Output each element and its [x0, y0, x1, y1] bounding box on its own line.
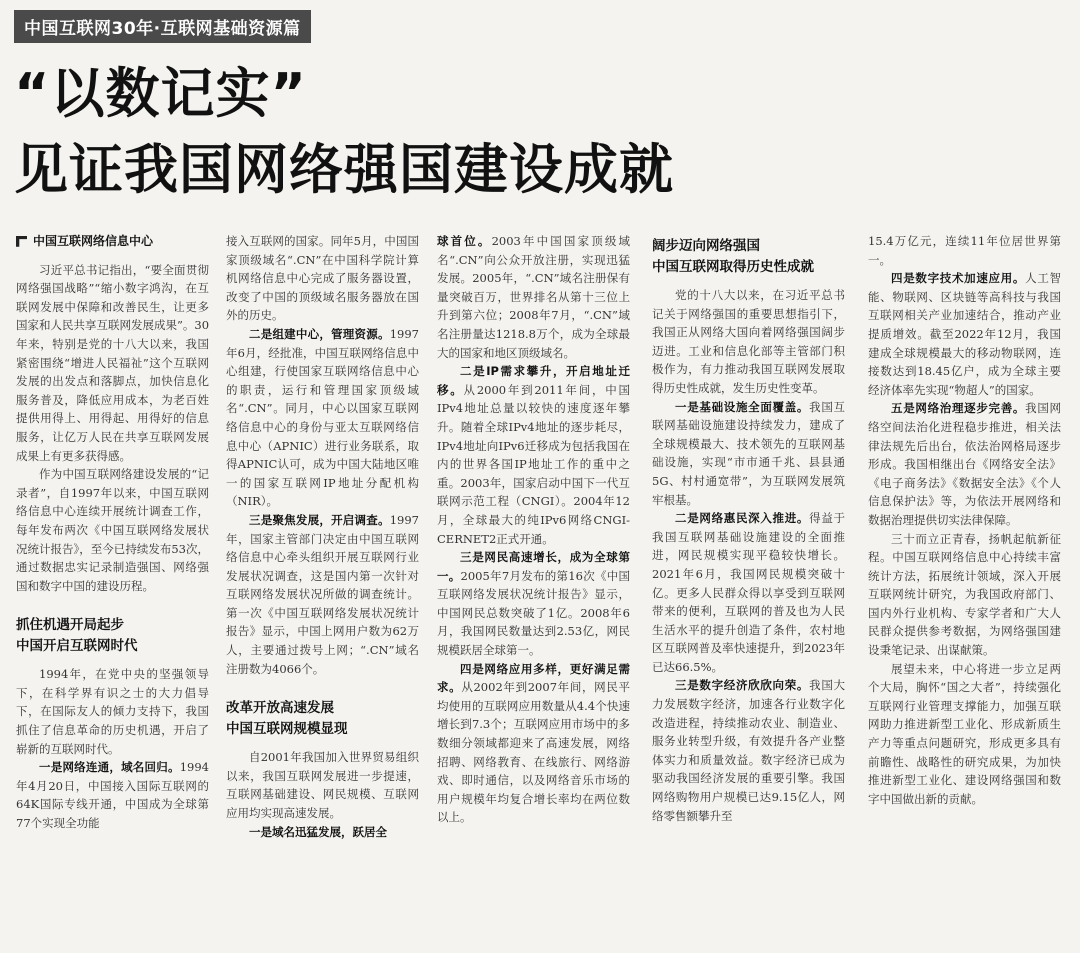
paragraph: 作为中国互联网络建设发展的“记录者”，自1997年以来，中国互联网络信息中心连续开展统计调查工作，每年发布两次《中国互联网络发展状况统计报告》，至今已持续发布53次，通过数据忠实记录制造强国、网络强国和数字中国的建设历程。: [16, 467, 209, 593]
paragraph: [437, 660, 630, 827]
paragraph: 接入互联网的国家。同年5月，中国国家顶级域名“.CN”在中国科学院计算机网络信息中心完成了服务器设置，改变了中国的顶级域名服务器放在国外的历史。: [226, 234, 419, 323]
subhead-line: 中国互联网规模显现: [226, 721, 348, 738]
paragraph-text: 从2002年到2007年间，网民平均使用的互联网应用数量从4.4个快速增长到7.3个；互联网应用市场中的多数细分领域都迎来了高速发展，网络招聘、网络教育、在线旅行、网络游戏、即时通信，以及网络音乐市场的用户规模年均复合增长率均在两位数以上。: [437, 680, 630, 825]
byline-text: 中国互联网络信息中心: [33, 234, 154, 248]
paragraph: 15.4万亿元，连续11年位居世界第一。: [868, 234, 1061, 267]
paragraph-text: 1997年，国家主管部门决定由中国互联网络信息中心牵头组织开展互联网行业发展状况调查，这是国内第一次针对互联网络发展状况所做的调查统计。第一次《中国互联网络发展状况统计报告》显示，中国上网用户数为62万人，主要通过拨号上网；“.CN”域名注册数为4066个。: [226, 512, 419, 676]
paragraph: 三十而立正青春，扬帆起航新征程。中国互联网络信息中心持续丰富统计方法，拓展统计领域，深入开展互联网统计研究，为我国政府部门、国内外行业机构、专家学者和广大人民群众提供参考数据，为网络强国建设秉笔记录、出谋献策。: [868, 531, 1061, 658]
article-column-1: [16, 232, 209, 833]
lead-phrase: 二是IP需求攀升，开启地址迁移。: [437, 364, 630, 397]
article-column-2: [226, 232, 419, 841]
article-column-3: [437, 232, 630, 827]
subhead-line: 阔步迈向网络强国: [652, 238, 760, 254]
paragraph: [226, 325, 419, 511]
paragraph-text: 我国大力发展数字经济，加速各行业数字化改造进程，持续推动农业、制造业、服务业转型升级，有效提升各产业整体实力和质量效益。数字经济已成为驱动我国经济发展的重要引擎。我国网络购物用户规模已达9.15亿人，网络零售额攀升至: [652, 678, 846, 823]
lead-phrase: 三是网民高速增长，成为全球第一。: [437, 550, 630, 583]
paragraph-text: 我国互联网基础设施建设持续发力，建成了全球规模最大、技术领先的互联网基础设施，实现“市市通千兆、县县通5G、村村通宽带”，为互联网发展筑牢根基。: [652, 399, 846, 507]
subhead-line: 抓住机遇开局起步: [16, 617, 124, 634]
lead-phrase: 三是聚焦发展，开启调查。: [249, 512, 390, 527]
paragraph: [437, 232, 630, 362]
byline-marker-icon: [16, 236, 27, 247]
lead-phrase: 五是网络治理逐步完善。: [891, 401, 1026, 416]
paragraph-text: 2003年中国国家顶级域名“.CN”向公众开放注册，实现迅猛发展。2005年，“.CN”域名注册保有量突破百万，世界排名从第十三位上升到第六位；2008年7月，“.CN”域名注册量达1218.8万个，成为全球最大的国家和地区顶级域名。: [437, 234, 630, 360]
lead-phrase: 球首位。: [437, 234, 492, 248]
paragraph: 展望未来，中心将进一步立足两个大局，胸怀“国之大者”，持续强化互联网行业管理支撑能力，加强互联网助力推进新型工业化、形成新质生产力等重点问题研究，形成更多具有前瞻性、战略性的研究成果，为加快推进新型工业化、建设网络强国和数字中国做出新的贡献。: [868, 661, 1061, 806]
lead-phrase: 四是数字技术加速应用。: [891, 271, 1026, 286]
paragraph-text: 得益于我国互联网基础设施建设的全面推进，网民规模实现平稳较快增长。2021年6月，我国网民规模突破十亿。更多人民群众得以享受到互联网带来的便利，互联网的普及也为人民生活水平的提升创造了条件，农村地区互联网普及率快速提升，到2023年已达66.5%。: [652, 511, 846, 674]
paragraph: [652, 509, 845, 676]
section-kicker: 中国互联网30年·互联网基础资源篇: [14, 10, 311, 43]
paragraph-text: 1994年4月20日，中国接入国际互联网的64K国际专线开通，中国成为全球第77个实现全功能: [16, 760, 209, 831]
paragraph: [652, 398, 845, 510]
paragraph: [226, 823, 419, 842]
subhead: [652, 236, 845, 278]
paragraph-text: 从2000年到2011年间，中国IPv4地址总量以较快的速度逐年攀升。随着全球IPv4地址的逐步耗尽，IPv4地址向IPv6迁移成为包括我国在内的世界各国IP地址工作的重中之重。2003年，国家启动中国下一代互联网示范工程（CNGI）。2004年12月，全球最大的纯IPv6网络CNGI-CERNET2正式开通。: [437, 382, 630, 546]
subhead: [16, 615, 209, 657]
paragraph: 自2001年我国加入世界贸易组织以来，我国互联网发展进一步提速，互联网基础建设、网民规模、互联网应用均实现高速发展。: [226, 750, 419, 821]
subhead-line: 中国开启互联网时代: [16, 638, 138, 655]
paragraph: 1994年，在党中央的坚强领导下，在科学界有识之士的大力倡导下，在国际友人的倾力支持下，我国抓住了信息革命的历史机遇，开启了崭新的互联网时代。: [16, 667, 209, 756]
paragraph: [437, 548, 630, 660]
lead-phrase: 二是网络惠民深入推进。: [675, 511, 810, 526]
article-column-4: [652, 232, 845, 825]
lead-phrase: 一是基础设施全面覆盖。: [675, 399, 810, 414]
paragraph-text: 人工智能、物联网、区块链等高科技与我国互联网相关产业加速结合，推动产业提质增效。截至2022年12月，我国建成全球规模最大的移动物联网，连接数达到18.45亿户，成为全球主要经济体率先实现“物超人”的国家。: [868, 271, 1062, 397]
paragraph-text: 2005年7月发布的第16次《中国互联网络发展状况统计报告》显示，中国网民总数突破了1亿。2008年6月，我国网民数量达到2.53亿，网民规模跃居全球第一。: [437, 568, 631, 658]
paragraph: [652, 676, 845, 825]
lead-phrase: 二是组建中心，管理资源。: [249, 326, 390, 341]
lead-phrase: 一是网络连通，域名回归。: [39, 760, 180, 775]
paragraph: [868, 269, 1061, 399]
paragraph: 习近平总书记指出，“要全面贯彻网络强国战略”“缩小数字鸿沟，在互联网发展中保障和改善民生，让更多国家和人民共享互联网发展成果”。30年来，特别是党的十八大以来，我国紧密围绕“增进人民福祉”这个互联网发展的出发点和落脚点，加快信息化服务普及，降低应用成本，为老百姓提供用得上、用得起、用得好的信息服务，让亿万人民在共享互联网发展成果上有更多获得感。: [16, 262, 210, 463]
headline-line1: “以数记实”: [14, 62, 307, 125]
paragraph: [437, 362, 630, 548]
lead-phrase: 四是网络应用多样，更好满足需求。: [437, 661, 630, 695]
paragraph: [868, 399, 1061, 529]
paragraph: 党的十八大以来，在习近平总书记关于网络强国的重要思想指引下，我国正从网络大国向着网络强国阔步迈进。工业和信息化部等主管部门积极作为，有力推动我国互联网发展取得历史性成就，发生历史性变革。: [652, 288, 845, 395]
paragraph: [16, 758, 209, 832]
lead-phrase: 三是数字经济欣欣向荣。: [675, 678, 810, 693]
subhead-line: 中国互联网取得历史性成就: [652, 259, 814, 275]
article-column-5: [868, 232, 1061, 808]
paragraph-text: 1997年6月，经批准，中国互联网络信息中心组建，行使国家互联网络信息中心的职责，运行和管理国家顶级域名“.CN”。同月，中心以国家互联网络信息中心的身份与亚太互联网络信息中心（APNIC）进行业务联系，取得APNIC认可，成为中国大陆地区唯一的国家互联网IP地址分配机构（NIR）。: [226, 326, 419, 509]
paragraph-text: 我国网络空间法治化进程稳步推进，相关法律法规先后出台，依法治网格局逐步形成。我国相继出台《网络安全法》《电子商务法》《数据安全法》《个人信息保护法》等，为依法开展网络和数据治理提供切实法律保障。: [868, 401, 1062, 527]
lead-phrase: 一是域名迅猛发展，跃居全: [249, 824, 387, 839]
paragraph: [226, 511, 419, 678]
headline-line2: 见证我国网络强国建设成就: [14, 138, 674, 201]
subhead: [226, 698, 419, 740]
subhead-line: 改革开放高速发展: [226, 700, 334, 717]
byline: [16, 232, 209, 251]
